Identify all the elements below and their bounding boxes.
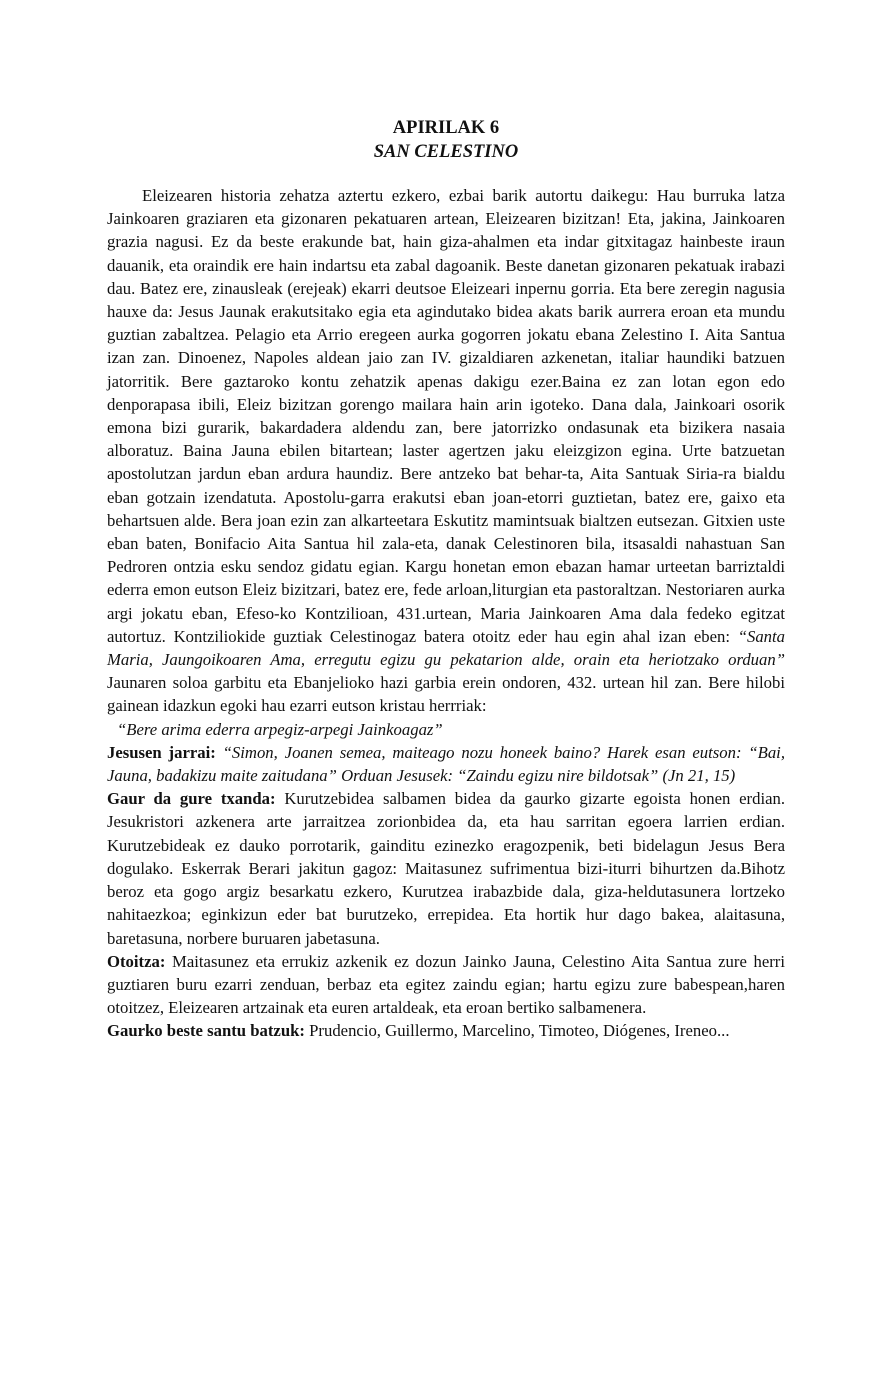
section-label: Jesusen jarrai: — [107, 742, 216, 762]
tomb-inscription: “Bere arima ederra arpegiz-arpegi Jainkoagaz” — [117, 719, 443, 739]
page-subtitle: SAN CELESTINO — [373, 142, 519, 162]
section-jesusen-jarrai — [107, 741, 785, 787]
section-label: Gaurko beste santu batzuk: — [107, 1021, 305, 1041]
section-gaur-da-gure-txanda — [107, 787, 785, 949]
section-otoitza — [107, 950, 785, 1020]
page-title: APIRILAK 6 — [392, 118, 500, 138]
section-label: Otoitza: — [107, 951, 166, 971]
prayer-quote: “Santa Maria, Jaungoikoaren Ama, erregutu egizu gu pekatarion alde, orain eta heriotzako orduan” — [107, 626, 785, 670]
main-paragraph-text-b: Jaunaren soloa garbitu eta Ebanjelioko hazi garbia erein ondoren, 432. urtean hil zan. Bere hilobi gainean idazkun egoki hau ezarri eutson kristau herrriak: — [107, 673, 785, 716]
main-paragraph — [107, 184, 785, 718]
document-page — [107, 116, 785, 1043]
section-text: Kurutzebidea salbamen bidea da gaurko gizarte egoista honen erdian. Jesukristori azkenera arte jarraitzea zorionbidea da, eta hau sarritan egoera larrien erdian. Kurutzebideak ez dauko porrotarik, gainditu ezinezko eragozpenik, beti bidelagun Jesus Bera dogulako. Eskerrak Berari jakitun gagoz: Maitasunez sufrimentua bizi-iturri bihurtzen da.Bihotz beroz eta gogo argiz besarkatu ezkero, Kurutzea irabazbide dala, giza-heldutasunera lortzeko nahitaezkoa; eginkizun eder bat burutzeko, errepidea. Eta hortik hur dago bakea, alaitasuna, baretasuna, norbere buruaren jabetasuna. — [107, 789, 785, 948]
section-label: Gaur da gure txanda: — [107, 789, 276, 809]
gospel-quote: “Simon, Joanen semea, maiteago nozu honeek baino? Harek esan eutson: “Bai, Jauna, badakizu maite zaitudana” Orduan Jesusek: “Zaindu egizu nire bildotsak” (Jn 21, 15) — [107, 742, 785, 786]
section-text: Maitasunez eta errukiz azkenik ez dozun Jainko Jauna, Celestino Aita Santua zure herri guztiaren buru ezarri zenduan, berbaz eta egitez zaindu egian; hartu egizu zure babespean,haren otoitzez, Eleizearen artzainak eta euren artaldeak, eta eroan bertiko salbamenera. — [107, 951, 785, 1018]
section-gaurko-beste-santuak — [107, 1019, 785, 1042]
section-text: Prudencio, Guillermo, Marcelino, Timoteo, Diógenes, Ireneo... — [304, 1021, 730, 1041]
main-paragraph-text-a: Eleizearen historia zehatza aztertu ezkero, ezbai barik autortu daikegu: Hau burruka latza Jainkoaren graziaren eta gizonaren pekatuaren artean, Eleizearen bizitzan! Eta, jakina, Jainkoaren grazia nagusi. Ez da beste erakunde bat, hain giza-ahalmen eta indar gitxitagaz hainbeste iraun dauanik, eta oraindik ere hain indartsu eta zabal dagoanik. Beste danetan gizonaren pekatuak irabazi dau. Batez ere, zinausleak (erejeak) ekarri deutsoe Eleizeari inpernu gorria. Eta bere zeregin nagusia hauxe da: Jesus Jaunak erakutsitako egia eta agindutako bidea akats barik aurrera eroan eta mundu guztian zabaltzea. Pelagio eta Arrio eregeen aurka gogorren jokatu ebana Zelestino I. Aita Santua izan zan. Dinoenez, Napoles aldean jaio zan IV. gizaldiaren azkenetan, italiar haundiki batzuen jatorritik. Bere gaztaroko kontu zehatzik apenas dakigu ezer.Baina ez zan lotan egon edo denporapasa ibili, Eleiz bizitzan gorengo mailara hain arin igoteko. Dana dala, Jainkoari osorik emona bizi gurarik, bakardadera aldendu zan, bere jatorrizko ondasunak eta bizikera nasaia alboratuz. Baina Jauna ebilen bitartean; laster agertzen jaku eleizgizon egina. Urte batzuetan apostolutzan jardun eban ardura haundiz. Bere antzeko bat behar-ta, Aita Santuak Siria-ra bialdu eban gotzain izendatuta. Apostolu-garra erakutsi eban joan-etorri guztietan, batez ere, gaixo eta behartsuen alde. Bera joan ezin zan alkarteetara Eskutitz mamintsuak bialtzen eutsezan. Gitxien uste eban baten, Bonifacio Aita Santua hil zala-eta, danak Celestinoren bila, itsasaldi nahastuan San Pedroren ontzia esku sendoz gidatu egian. Kargu honetan emon ebazan hamar urteetan barriztaldi ederra emon eutson Eleiz bizitzari, batez ere, fede arloan,liturgian eta pastoraltzan. Nestoriaren aurka argi jokatu eban, Efeso-ko Kontzilioan, 431.urtean, Maria Jainkoaren Ama dala fedeko egitzat autortuz. Kontziliokide guztiak Celestinogaz batera otoitz eder hau egin ahal izan eben: — [107, 186, 785, 646]
